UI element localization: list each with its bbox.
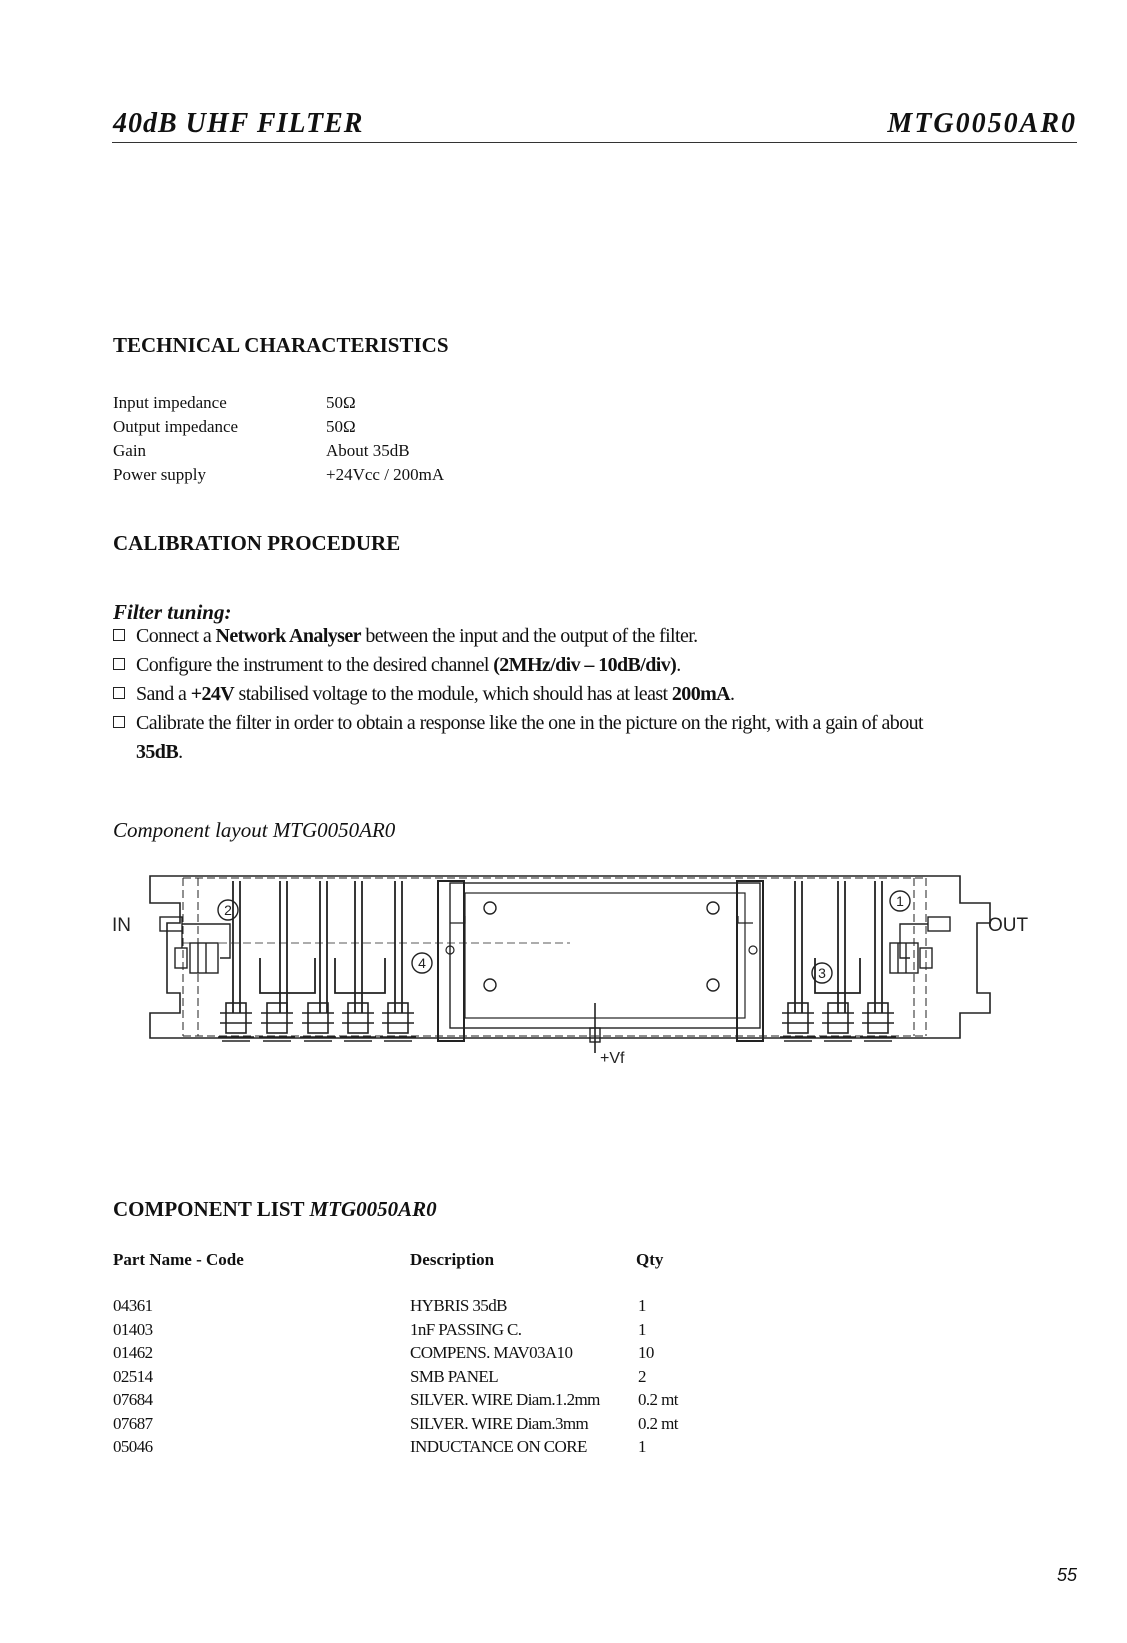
spec-value: 50Ω	[326, 393, 356, 412]
column-header-description: Description	[410, 1250, 495, 1269]
step-text: 200mA	[671, 683, 731, 705]
step-text: between the input and the output of the filter.	[360, 625, 698, 647]
step-text: .	[676, 654, 681, 676]
filter-tuning-subheading: Filter tuning:	[113, 600, 232, 624]
step-text: (2MHz/div – 10dB/div)	[493, 654, 677, 676]
page-number: 55	[1056, 1565, 1077, 1585]
cell-qty: 2	[638, 1366, 646, 1386]
spec-value: 50Ω	[326, 417, 356, 436]
spec-label: Gain	[113, 441, 147, 460]
cell-code: 07684	[113, 1390, 153, 1409]
checkbox-bullet-icon	[113, 687, 125, 699]
header-rule	[112, 142, 1077, 143]
calibration-step	[113, 709, 1083, 767]
spec-label: Input impedance	[113, 393, 227, 412]
label-vf: +Vf	[600, 1050, 625, 1067]
spec-row	[113, 393, 613, 417]
cell-description: SILVER. WIRE Diam.3mm	[410, 1413, 589, 1433]
spec-row	[113, 465, 613, 489]
cell-qty: 0.2 mt	[638, 1390, 678, 1409]
step-text: .	[178, 741, 183, 763]
cell-code: 02514	[113, 1366, 153, 1386]
component-layout-drawing	[112, 873, 1060, 1113]
cell-description: COMPENS. MAV03A10	[410, 1343, 573, 1362]
cell-qty: 1	[638, 1437, 646, 1456]
cell-code: 07687	[113, 1413, 153, 1433]
step-text: stabilised voltage to the module, which should has at least	[234, 683, 672, 705]
marker-3: 3	[818, 965, 826, 981]
cell-description: SILVER. WIRE Diam.1.2mm	[410, 1390, 600, 1409]
step-text: +24V	[190, 683, 235, 705]
spec-row	[113, 417, 613, 441]
step-text: .	[730, 683, 735, 705]
step-text: Sand a	[136, 683, 191, 705]
step-text: Network Analyser	[215, 625, 361, 647]
calibration-heading: CALIBRATION PROCEDURE	[113, 531, 401, 555]
spec-label: Power supply	[113, 465, 207, 484]
cell-code: 04361	[113, 1296, 153, 1315]
document-code: MTG0050AR0	[887, 108, 1077, 139]
calibration-step	[113, 680, 1083, 709]
cell-description: SMB PANEL	[410, 1366, 498, 1386]
spec-value: About 35dB	[326, 441, 410, 460]
cell-description: INDUCTANCE ON CORE	[410, 1437, 587, 1456]
technical-heading: TECHNICAL CHARACTERISTICS	[113, 333, 449, 357]
cell-qty: 0.2 mt	[638, 1413, 678, 1433]
cell-description: 1nF PASSING C.	[410, 1319, 522, 1339]
checkbox-bullet-icon	[113, 629, 125, 641]
component-list-heading: COMPONENT LIST MTG0050AR0	[113, 1197, 437, 1221]
step-text: 35dB	[136, 741, 179, 763]
column-header-qty: Qty	[636, 1250, 664, 1269]
calibration-step	[113, 651, 1083, 680]
document-title: 40dB UHF FILTER	[113, 108, 364, 139]
label-in: IN	[112, 915, 131, 936]
layout-caption: Component layout MTG0050AR0	[113, 818, 396, 842]
checkbox-bullet-icon	[113, 658, 125, 670]
marker-1: 1	[896, 893, 904, 909]
calibration-step	[113, 622, 1083, 651]
checkbox-bullet-icon	[113, 716, 125, 728]
marker-4: 4	[418, 955, 426, 971]
column-header-code: Part Name - Code	[113, 1250, 244, 1269]
spec-row	[113, 441, 613, 465]
cell-description: HYBRIS 35dB	[410, 1296, 507, 1315]
marker-2: 2	[224, 902, 232, 918]
spec-value: +24Vcc / 200mA	[326, 465, 445, 484]
step-text: Calibrate the filter in order to obtain a response like the one in the picture on the right, with a gain of about	[136, 712, 923, 734]
step-text: Connect a	[136, 625, 216, 647]
cell-code: 01462	[113, 1343, 153, 1362]
cell-code: 01403	[113, 1319, 153, 1339]
step-text: Configure the instrument to the desired channel	[136, 654, 494, 676]
label-out: OUT	[988, 915, 1029, 936]
cell-qty: 1	[638, 1319, 646, 1339]
cell-qty: 1	[638, 1296, 646, 1315]
spec-label: Output impedance	[113, 417, 239, 436]
cell-code: 05046	[113, 1437, 153, 1456]
cell-qty: 10	[638, 1343, 654, 1362]
